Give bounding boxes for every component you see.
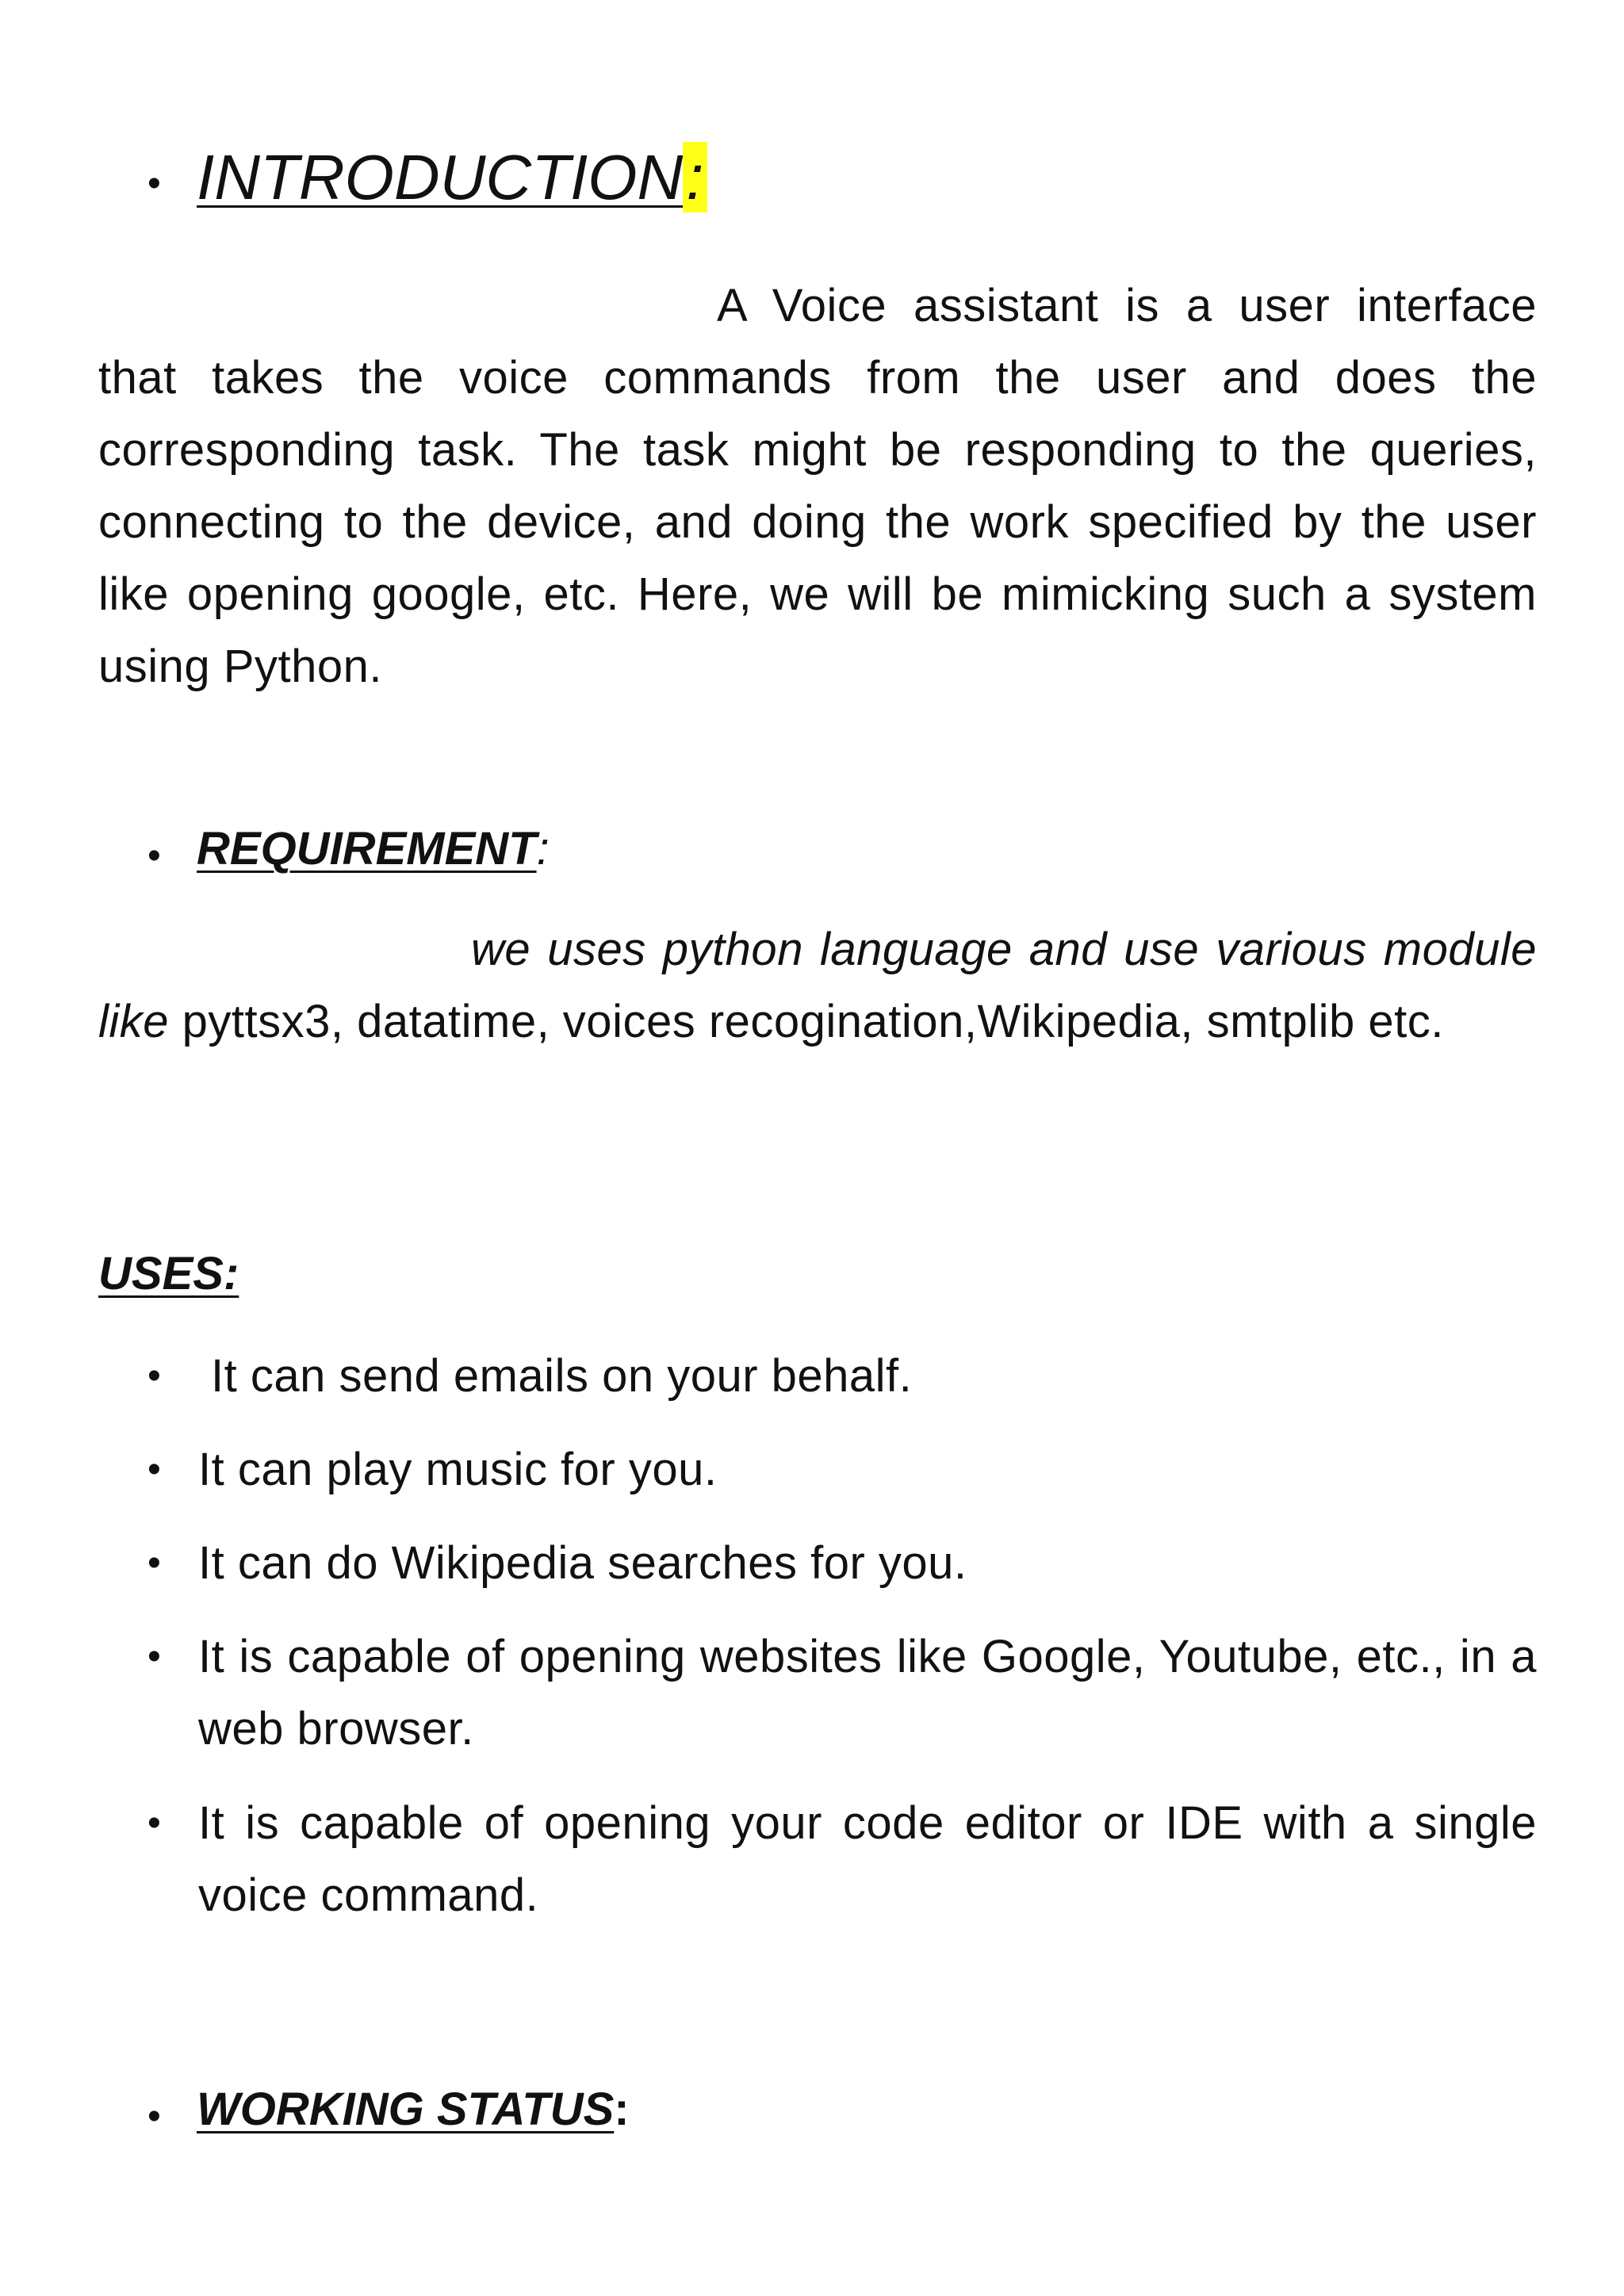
- working-status-heading: [197, 2082, 630, 2137]
- working-status-heading-colon: :: [614, 2084, 630, 2135]
- uses-item: [147, 1340, 1537, 1412]
- introduction-paragraph-rest: that takes the voice commands from the user and does the corresponding task. The task might be responding to the queries, connecting to the device, and doing the work specified by the user like opening google, etc. Here, we will be mimicking such a system using Python.: [98, 352, 1537, 692]
- uses-item: [147, 1621, 1537, 1765]
- introduction-heading-colon: :: [683, 142, 707, 212]
- introduction-paragraph-lead: A Voice assistant is a user interface: [717, 280, 1537, 331]
- introduction-paragraph: [98, 270, 1537, 702]
- requirement-paragraph-rest: pyttsx3, datatime, voices recogination,Wikipedia, smtplib etc.: [182, 996, 1444, 1047]
- requirement-heading-colon: :: [536, 823, 550, 874]
- requirement-heading: [197, 821, 550, 877]
- uses-item-text: It can play music for you.: [198, 1444, 718, 1495]
- introduction-heading-text: INTRODUCTION: [197, 142, 684, 212]
- uses-heading: [98, 1246, 239, 1302]
- uses-item-text: It is capable of opening websites like Google, Youtube, etc., in a web browser.: [198, 1631, 1537, 1755]
- uses-heading-text: USES:: [98, 1248, 239, 1299]
- uses-item-bullet: •: [147, 1636, 161, 1678]
- bullet-introduction: •: [147, 163, 161, 205]
- uses-item-bullet: •: [147, 1802, 161, 1844]
- working-status-heading-text: WORKING STATUS: [197, 2084, 615, 2135]
- uses-item: [147, 1787, 1537, 1931]
- uses-item-bullet: •: [147, 1542, 161, 1584]
- uses-item-bullet: •: [147, 1355, 161, 1397]
- uses-item: [147, 1433, 1537, 1506]
- uses-item-bullet: •: [147, 1448, 161, 1490]
- requirement-paragraph-italic-second: module like: [98, 924, 1537, 1047]
- uses-item-text: It is capable of opening your code editor or IDE with a single voice command.: [198, 1797, 1537, 1921]
- uses-item-text: It can do Wikipedia searches for you.: [198, 1537, 967, 1589]
- bullet-requirement: •: [147, 835, 161, 877]
- uses-item-text: It can send emails on your behalf.: [211, 1350, 913, 1402]
- introduction-heading: [197, 140, 707, 216]
- requirement-paragraph-italic-lead: we uses python language and use various: [471, 924, 1367, 975]
- uses-item: [147, 1527, 1537, 1599]
- requirement-heading-text: REQUIREMENT: [197, 823, 537, 874]
- bullet-working-status: •: [147, 2095, 161, 2137]
- requirement-paragraph: [98, 913, 1537, 1058]
